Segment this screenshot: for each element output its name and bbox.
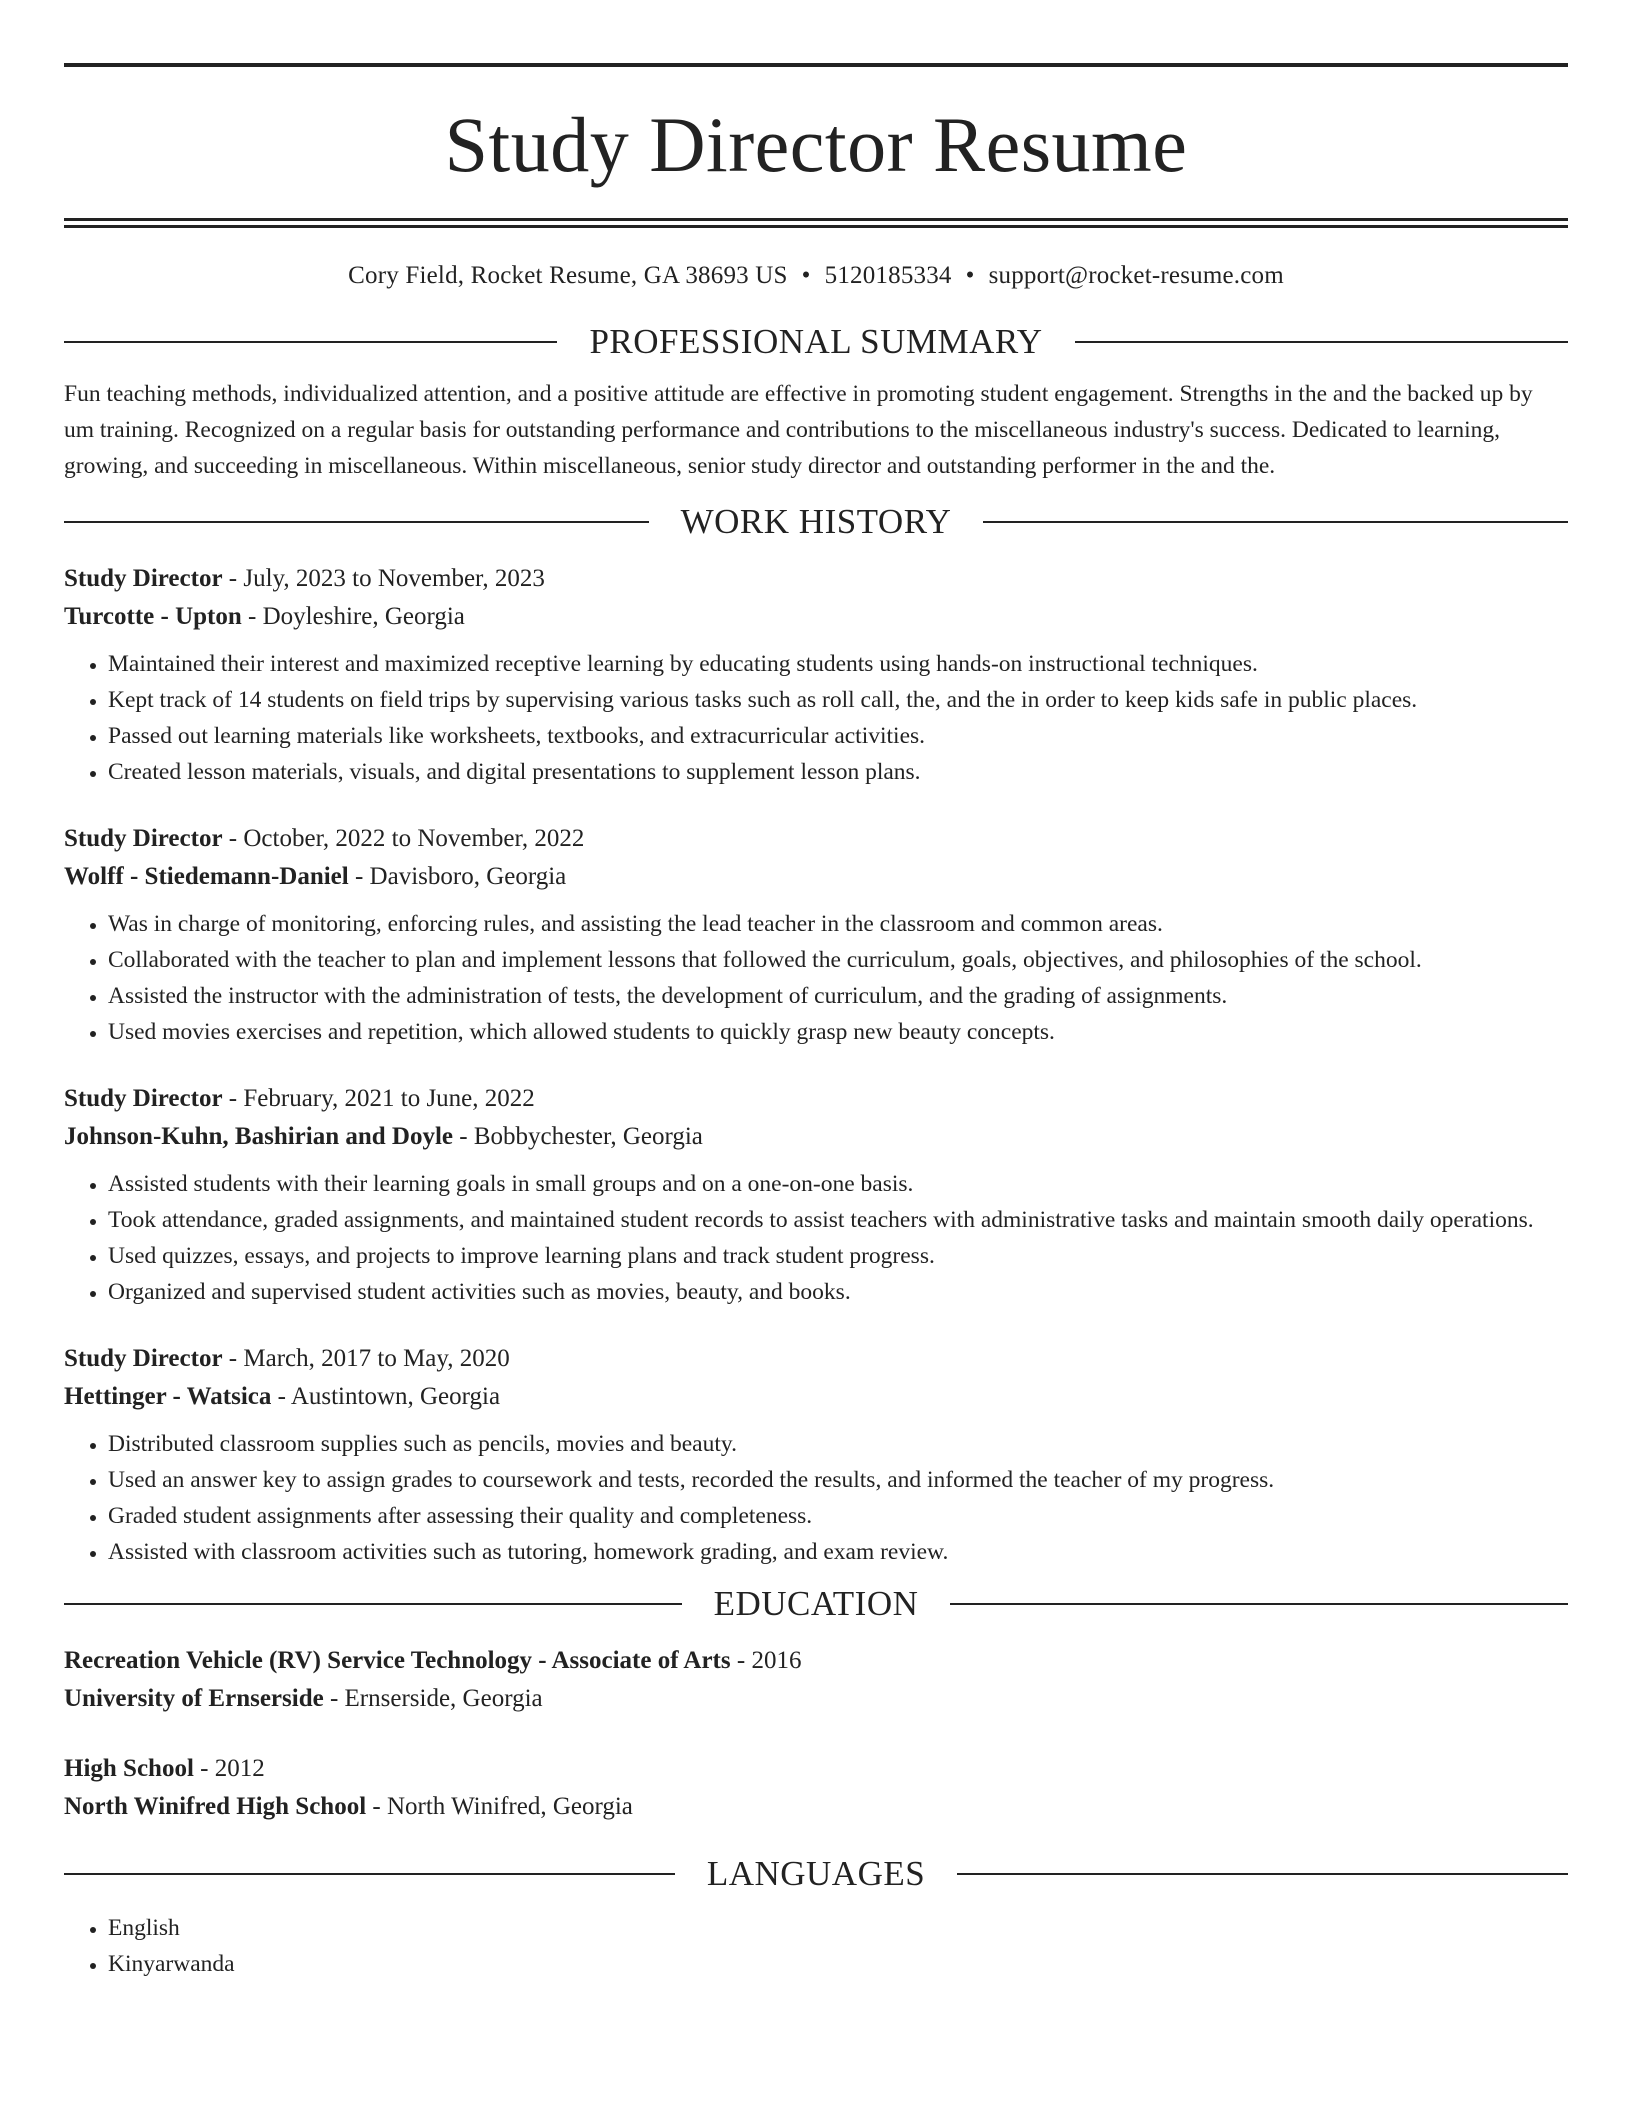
list-item: • Assisted students with their learning goals in small groups and on a one-on-one basis.: [108, 1166, 1568, 1202]
contact-line: [64, 260, 1568, 292]
list-item: • Distributed classroom supplies such as pencils, movies and beauty.: [108, 1426, 1568, 1462]
job-title: Study Director: [64, 1345, 223, 1372]
job-title-line: [64, 1340, 1568, 1378]
contact-email: support@rocket-resume.com: [988, 262, 1284, 289]
job-company: Wolff - Stiedemann-Daniel: [64, 863, 349, 890]
education-degree-line: [64, 1642, 1568, 1680]
job-location: - Doyleshire, Georgia: [241, 603, 465, 630]
page-title: Study Director Resume: [444, 101, 1188, 188]
job-company: Johnson-Kuhn, Bashirian and Doyle: [64, 1123, 454, 1150]
list-item: • Collaborated with the teacher to plan and implement lessons that followed the curriculum, goals, objectives, and philosophies of the school.: [108, 942, 1568, 978]
heading-line: [64, 341, 557, 343]
list-item: • Created lesson materials, visuals, and digital presentations to supplement lesson plans.: [108, 754, 1568, 790]
job-company-line: [64, 1118, 1568, 1156]
job-bullets: [64, 646, 1568, 790]
job-dates: - October, 2022 to November, 2022: [222, 825, 585, 852]
heading-line: [950, 1603, 1568, 1605]
section-heading-label: EDUCATION: [713, 1584, 919, 1623]
education-degree: High School: [64, 1755, 194, 1782]
list-item: • Used an answer key to assign grades to coursework and tests, recorded the results, and informed the teacher of my progress.: [108, 1462, 1568, 1498]
job-company-line: [64, 598, 1568, 636]
professional-summary: Fun teaching methods, individualized attention, and a positive attitude are effective in promoting student engagement. Strengths in the and the backed up by um training. Recognized on a regular basis for outstanding performance and contributions to the miscellaneous industry's success. Dedicated to learning, growing, and succeeding in miscellaneous. Within miscellaneous, senior study director and outstanding performer in the and the.: [64, 381, 1533, 479]
contact-address: Cory Field, Rocket Resume, GA 38693 US: [348, 262, 788, 289]
education-degree: Recreation Vehicle (RV) Service Technology - Associate of Arts: [64, 1647, 731, 1674]
education-location: - North Winifred, Georgia: [366, 1793, 633, 1820]
job-entry: [64, 820, 1568, 1050]
list-item: • Kept track of 14 students on field trips by supervising various tasks such as roll call, the, and the in order to keep kids safe in public places.: [108, 682, 1568, 718]
job-company-line: [64, 858, 1568, 896]
section-heading-summary: [64, 320, 1568, 364]
list-item: • Kinyarwanda: [108, 1946, 1568, 1982]
heading-line: [1075, 341, 1568, 343]
list-item: • Assisted with classroom activities such as tutoring, homework grading, and exam review.: [108, 1534, 1568, 1570]
heading-line: [983, 521, 1568, 523]
list-item: • Organized and supervised student activities such as movies, beauty, and books.: [108, 1274, 1568, 1310]
job-company: Hettinger - Watsica: [64, 1383, 272, 1410]
section-heading-label: PROFESSIONAL SUMMARY: [589, 322, 1043, 361]
job-location: - Davisboro, Georgia: [348, 863, 567, 890]
job-dates: - July, 2023 to November, 2023: [222, 565, 545, 592]
contact-phone: 5120185334: [824, 262, 952, 289]
heading-line: [64, 1873, 675, 1875]
education-year: - 2016: [730, 1647, 802, 1674]
education-year: - 2012: [193, 1755, 265, 1782]
job-location: - Bobbychester, Georgia: [453, 1123, 703, 1150]
resume-page: [64, 0, 1568, 1982]
job-entry: [64, 1080, 1568, 1310]
heading-line: [64, 1603, 682, 1605]
job-title: Study Director: [64, 1085, 223, 1112]
education-school-line: [64, 1788, 1568, 1826]
education-school-line: [64, 1680, 1568, 1718]
languages-list: [64, 1910, 1568, 1982]
heading-line: [64, 521, 649, 523]
list-item: • Was in charge of monitoring, enforcing rules, and assisting the lead teacher in the classroom and common areas.: [108, 906, 1568, 942]
job-entry: [64, 1340, 1568, 1570]
education-school: University of Ernserside: [64, 1685, 324, 1712]
job-dates: - February, 2021 to June, 2022: [222, 1085, 535, 1112]
list-item: • Maintained their interest and maximized receptive learning by educating students using hands-on instructional techniques.: [108, 646, 1568, 682]
section-heading-education: [64, 1582, 1568, 1626]
job-bullets: [64, 1166, 1568, 1310]
job-bullets: [64, 906, 1568, 1050]
list-item: • Took attendance, graded assignments, and maintained student records to assist teachers with administrative tasks and maintain smooth daily operations.: [108, 1202, 1568, 1238]
section-heading-work: [64, 500, 1568, 544]
job-title: Study Director: [64, 825, 223, 852]
list-item: • Used quizzes, essays, and projects to improve learning plans and track student progress.: [108, 1238, 1568, 1274]
education-location: - Ernserside, Georgia: [323, 1685, 543, 1712]
list-item: • Graded student assignments after assessing their quality and completeness.: [108, 1498, 1568, 1534]
list-item: • Passed out learning materials like worksheets, textbooks, and extracurricular activities.: [108, 718, 1568, 754]
top-rule: [64, 63, 1568, 67]
job-company: Turcotte - Upton: [64, 603, 242, 630]
job-location: - Austintown, Georgia: [271, 1383, 501, 1410]
contact-separator: •: [965, 262, 975, 289]
job-dates: - March, 2017 to May, 2020: [222, 1345, 510, 1372]
list-item: • English: [108, 1910, 1568, 1946]
job-title: Study Director: [64, 565, 223, 592]
title-double-rule: [64, 218, 1568, 228]
job-title-line: [64, 1080, 1568, 1118]
education-school: North Winifred High School: [64, 1793, 367, 1820]
education-entry: [64, 1642, 1568, 1718]
job-entry: [64, 560, 1568, 790]
list-item: • Assisted the instructor with the administration of tests, the development of curriculum, and the grading of assignments.: [108, 978, 1568, 1014]
heading-line: [957, 1873, 1568, 1875]
contact-separator: •: [801, 262, 811, 289]
education-entry: [64, 1750, 1568, 1826]
job-bullets: [64, 1426, 1568, 1570]
job-title-line: [64, 820, 1568, 858]
section-heading-label: LANGUAGES: [706, 1854, 926, 1893]
job-title-line: [64, 560, 1568, 598]
job-company-line: [64, 1378, 1568, 1416]
section-heading-label: WORK HISTORY: [680, 502, 952, 541]
list-item: • Used movies exercises and repetition, which allowed students to quickly grasp new beauty concepts.: [108, 1014, 1568, 1050]
education-degree-line: [64, 1750, 1568, 1788]
section-heading-languages: [64, 1852, 1568, 1896]
